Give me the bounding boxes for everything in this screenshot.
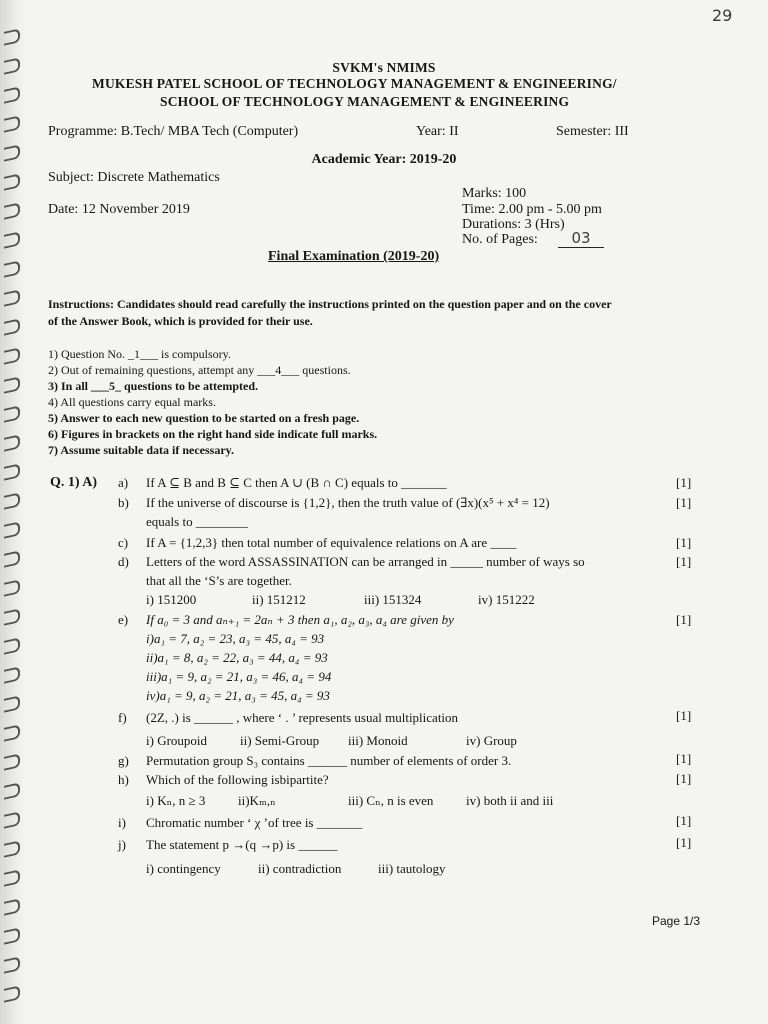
academic-year: Academic Year: 2019-20 (311, 152, 457, 167)
marks-badge: [1] (676, 708, 692, 723)
option: i)a₁ = 7, a₂ = 23, a₃ = 45, a₄ = 93 (146, 631, 325, 646)
marks-badge: [1] (676, 554, 692, 569)
part-letter: g) (118, 753, 129, 768)
part-letter: e) (118, 612, 129, 627)
duration: Durations: 3 (Hrs) (462, 217, 565, 232)
part-letter: h) (118, 772, 129, 787)
part-letter: c) (118, 535, 129, 550)
option: ii) contradiction (258, 861, 342, 876)
question-text-cont: equals to ________ (146, 514, 248, 529)
option: ii) Semi-Group (240, 733, 320, 748)
subject: Subject: Discrete Mathematics (48, 170, 220, 185)
question-text-cont: that all the ‘S’s are together. (146, 573, 292, 588)
option: iii) 151324 (364, 592, 422, 607)
part-letter: b) (118, 495, 129, 510)
option: iv) 151222 (478, 592, 535, 607)
question-text: Letters of the word ASSASSINATION can be arranged in _____ number of ways so (146, 554, 585, 569)
question-text: If A = {1,2,3} then total number of equivalence relations on A are ____ (146, 535, 517, 550)
option: i) 151200 (146, 592, 197, 607)
option: i) Groupoid (146, 733, 208, 748)
option: ii)a₁ = 8, a₂ = 22, a₃ = 44, a₄ = 93 (146, 650, 328, 665)
marks: Marks: 100 (462, 186, 527, 201)
question-text: If a₀ = 3 and aₙ₊₁ = 2aₙ + 3 then a₁, a₂, a₃, a₄ are given by (146, 612, 454, 627)
instruction-item: 7) Assume suitable data if necessary. (48, 443, 234, 457)
question-text: Chromatic number ‘ χ ’of tree is _______ (146, 815, 363, 830)
question-text: Which of the following isbipartite? (146, 772, 329, 787)
part-letter: i) (118, 815, 126, 830)
institution-name: SVKM's NMIMS (332, 60, 436, 75)
instruction-item: 3) In all ___5_ questions to be attempted. (48, 379, 259, 393)
option: iv)a₁ = 9, a₂ = 21, a₃ = 45, a₄ = 93 (146, 688, 330, 703)
option: ii)Kₘ,ₙ (238, 793, 276, 808)
semester: Semester: III (556, 124, 629, 139)
option: iii) Monoid (348, 733, 408, 748)
marks-badge: [1] (676, 771, 692, 786)
programme: Programme: B.Tech/ MBA Tech (Computer) (48, 124, 299, 139)
question-label: Q. 1) A) (50, 475, 98, 490)
question-text: The statement p →(q →p) is ______ (146, 837, 338, 852)
option: iii) tautology (378, 861, 446, 876)
marks-badge: [1] (676, 495, 692, 510)
part-letter: j) (118, 837, 126, 852)
exam-title: Final Examination (2019-20) (268, 249, 440, 264)
option: iv) both ii and iii (466, 793, 554, 808)
option: iii)a₁ = 9, a₂ = 21, a₃ = 46, a₄ = 94 (146, 669, 332, 684)
marks-badge: [1] (676, 535, 692, 550)
question-text: (2Z, .) is ______ , where ‘ . ’ represents usual multiplication (146, 710, 459, 725)
exam-date: Date: 12 November 2019 (48, 202, 190, 217)
marks-badge: [1] (676, 835, 692, 850)
part-letter: d) (118, 554, 129, 569)
part-letter: f) (118, 710, 127, 725)
option: iii) Cₙ, n is even (348, 793, 434, 808)
marks-badge: [1] (676, 813, 692, 828)
question-text: If the universe of discourse is {1,2}, then the truth value of (∃x)(x⁵ + x⁴ = 12) (146, 495, 550, 510)
school-name-2: SCHOOL OF TECHNOLOGY MANAGEMENT & ENGINEERING (160, 94, 570, 109)
question-text: Permutation group S₃ contains ______ number of elements of order 3. (146, 753, 512, 768)
option: ii) 151212 (252, 592, 306, 607)
option: i) Kₙ, n ≥ 3 (146, 793, 206, 808)
marks-badge: [1] (676, 612, 692, 627)
option: i) contingency (146, 861, 221, 876)
pages-label: No. of Pages: (462, 232, 538, 247)
pages-value: 03 (558, 229, 604, 248)
handwritten-page-number: 29 (712, 6, 733, 25)
page-number: Page 1/3 (652, 914, 701, 928)
marks-badge: [1] (676, 751, 692, 766)
instruction-item: 4) All questions carry equal marks. (48, 395, 216, 409)
question-text: If A ⊆ B and B ⊆ C then A ∪ (B ∩ C) equals to _______ (146, 475, 447, 490)
instruction-item: 2) Out of remaining questions, attempt any ___4___ questions. (48, 363, 351, 377)
marks-badge: [1] (676, 475, 692, 490)
instructions-line-1: Instructions: Candidates should read carefully the instructions printed on the question paper and on the cover (48, 297, 612, 311)
exam-time: Time: 2.00 pm - 5.00 pm (462, 202, 602, 217)
part-letter: a) (118, 475, 129, 490)
instruction-item: 6) Figures in brackets on the right hand side indicate full marks. (48, 427, 378, 441)
option: iv) Group (466, 733, 517, 748)
instruction-item: 5) Answer to each new question to be started on a fresh page. (48, 411, 360, 425)
instructions-line-2: of the Answer Book, which is provided for their use. (48, 314, 313, 328)
year: Year: II (416, 124, 459, 139)
school-name-1: MUKESH PATEL SCHOOL OF TECHNOLOGY MANAGEMENT & ENGINEERING/ (92, 76, 617, 91)
instruction-item: 1) Question No. _1___ is compulsory. (48, 347, 231, 361)
